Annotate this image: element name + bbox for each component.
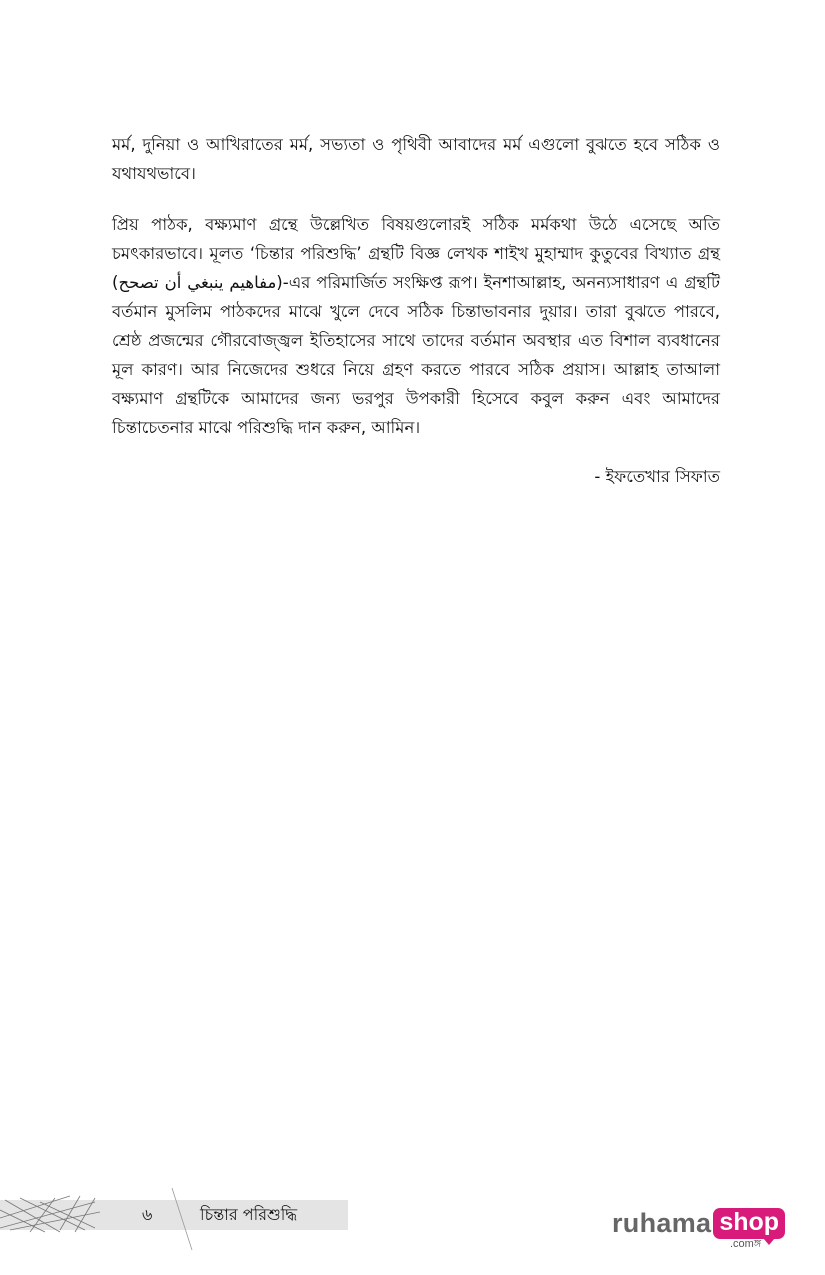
- paragraph-1: মর্ম, দুনিয়া ও আখিরাতের মর্ম, সভ্যতা ও পৃথিবী আবাদের মর্ম এগুলো বুঝতে হবে সঠিক ও যথাযথভাবে।: [112, 135, 720, 183]
- ruhamashop-logo: [612, 1208, 785, 1250]
- running-title: চিন্তার পরিশুদ্ধি: [200, 1205, 298, 1224]
- paragraph-2-after-arabic: )-এর পরিমার্জিত সংক্ষিপ্ত রূপ। ইনশাআল্লাহ, অনন্যসাধারণ এ গ্রন্থটি বর্তমান মুসলিম পাঠকদের মাঝে খুলে দেবে সঠিক চিন্তাভাবনার দুয়ার। তারা বুঝতে পারবে, শ্রেষ্ঠ প্রজন্মের গৌরবোজ্জ্বল ইতিহাসের সাথে তাদের বর্তমান অবস্থার এত বিশাল ব্যবধানের মূল কারণ। আর নিজেদের শুধরে নিয়ে গ্রহণ করতে পারবে সঠিক প্রয়াস। আল্লাহ তাআলা বক্ষ্যমাণ গ্রন্থটিকে আমাদের জন্য ভরপুর উপকারী হিসেবে কবুল করুন এবং আমাদের চিন্তাচেতনার মাঝে পরিশুদ্ধি দান করুন, আমিন।: [112, 273, 721, 437]
- logo-shop-badge: shop: [713, 1208, 785, 1239]
- logo-main-text: ruhama: [612, 1208, 712, 1238]
- logo-domain-text: .comঙ্গ: [730, 1238, 762, 1250]
- arabic-book-title: مفاهيم ينبغي أن تصحح: [118, 273, 277, 292]
- footer-geometric-pattern: [0, 1188, 200, 1252]
- author-signature: - ইফতেখার সিফাত: [594, 467, 720, 486]
- paragraph-2-before-arabic: প্রিয় পাঠক, বক্ষ্যমাণ গ্রন্থে উল্লেখিত বিষয়গুলোরই সঠিক মর্মকথা উঠে এসেছে অতি চমৎকারভাবে। মূলত ‘চিন্তার পরিশুদ্ধি’ গ্রন্থটি বিজ্ঞ লেখক শাইখ মুহাম্মাদ কুতুবের বিখ্যাত গ্রন্থ (: [112, 215, 720, 292]
- page-body: [112, 130, 720, 491]
- paragraph-2: [112, 210, 720, 442]
- page-number: ৬: [142, 1205, 153, 1224]
